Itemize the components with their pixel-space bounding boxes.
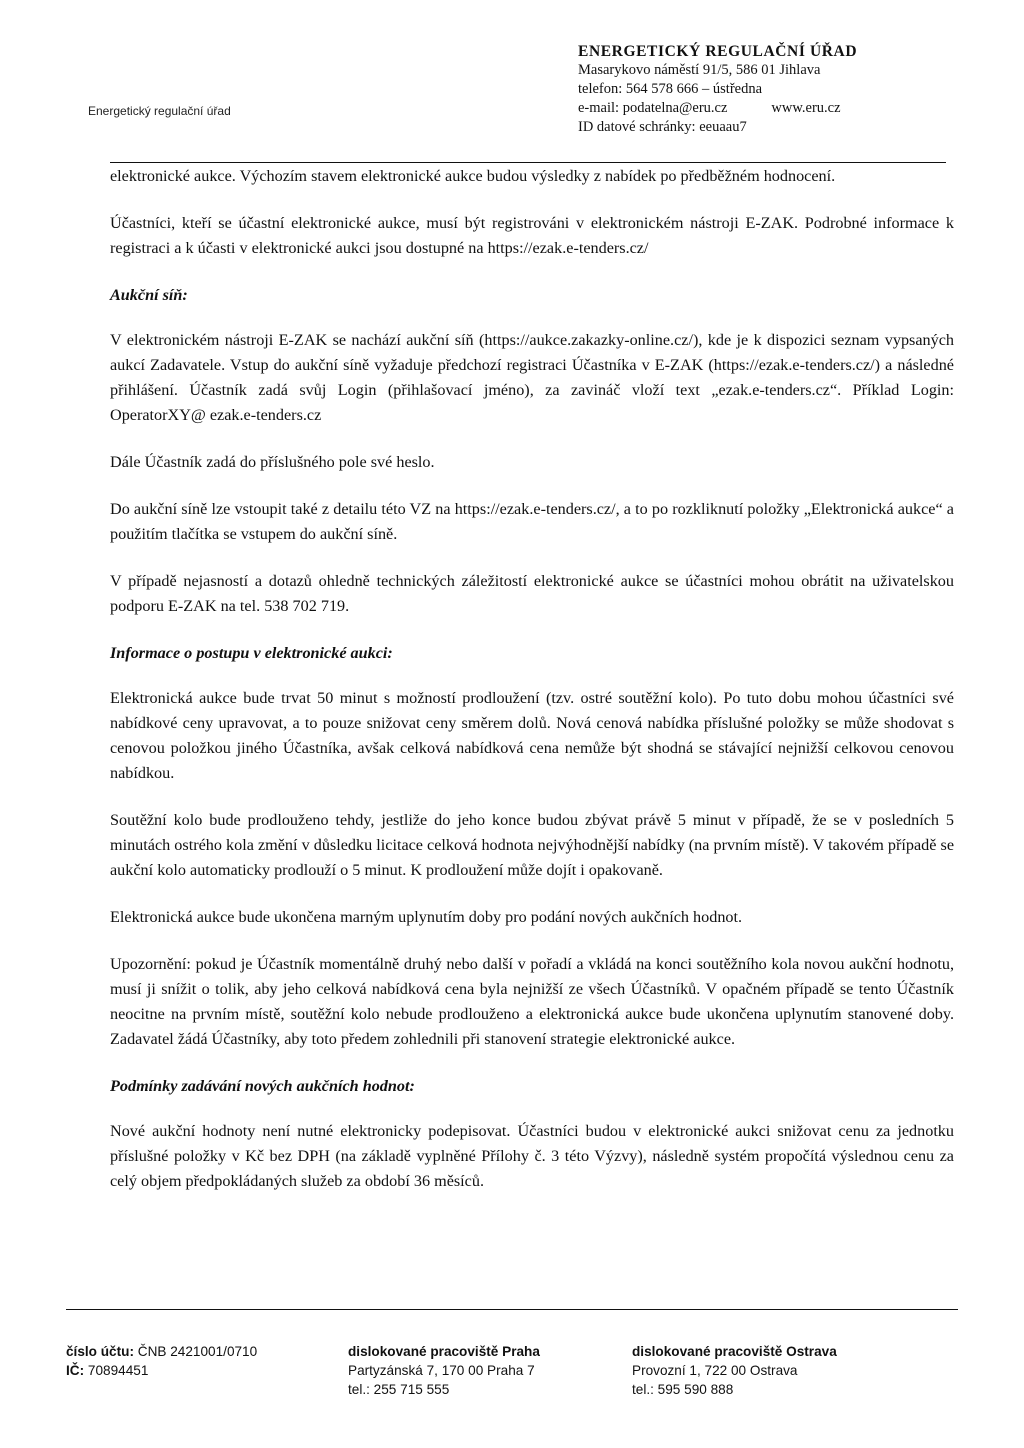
heading-auction-procedure: Informace o postupu v elektronické aukci: — [110, 644, 393, 662]
footer-divider — [66, 1309, 958, 1310]
paragraph-initial-state: elektronické aukce. Výchozím stavem elektronické aukce budou výsledky z nabídek po předběžném hodnocení. — [110, 167, 836, 185]
header-divider — [110, 162, 946, 163]
footer-prague-column — [348, 1342, 540, 1399]
footer-prague-title: dislokované pracoviště Praha — [348, 1344, 540, 1359]
org-address: Masarykovo náměstí 91/5, 586 01 Jihlava — [578, 62, 821, 78]
footer-ic-line — [66, 1361, 257, 1380]
footer-prague-address: Partyzánská 7, 170 00 Praha 7 — [348, 1363, 535, 1378]
footer-prague-phone: tel.: 255 715 555 — [348, 1382, 450, 1397]
footer-ostrava-column — [632, 1342, 837, 1399]
letterhead — [578, 42, 857, 137]
paragraph-warning: Upozornění: pokud je Účastník momentálně druhý nebo další v pořadí a vkládá na konci soutěžního kola novou aukční hodnotu, musí ji snížit o tolik, aby jeho celková nabídková cena byla nejnižší ze všech Účastníků. V opačném případě se tento Účastník neocitne na prvním místě, soutěžní kolo nebude prodlouženo a elektronická aukce bude ukončena uplynutím stanovené doby. Zadavatel žádá Účastníky, aby toto předem zohlednili při stanovení strategie elektronické aukce. — [110, 955, 954, 1048]
heading-bid-conditions: Podmínky zadávání nových aukčních hodnot: — [110, 1077, 415, 1095]
org-website[interactable]: www.eru.cz — [771, 100, 841, 116]
paragraph-auction-end: Elektronická aukce bude ukončena marným uplynutím doby pro podání nových aukčních hodnot. — [110, 908, 743, 926]
footer-bank-column — [66, 1342, 257, 1380]
paragraph-registration: Účastníci, kteří se účastní elektronické aukce, musí být registrováni v elektronickém nástroji E-ZAK. Podrobné informace k registraci a k účasti v elektronické aukci jsou dostupné na https://ezak.e-tenders.cz/ — [110, 214, 954, 257]
footer-account-value: ČNB 2421001/0710 — [137, 1344, 258, 1359]
paragraph-auction-duration: Elektronická aukce bude trvat 50 minut s možností prodloužení (tzv. ostré soutěžní kolo). Po tuto dobu mohou účastníci své nabídkové ceny upravovat, a to pouze snižovat ceny směrem dolů. Nová cenová nabídka příslušné položky se může shodovat s cenovou položkou jiného Účastníka, avšak celková nabídková cena nemůže být shodná se stávající nejnižší celkovou cenovou nabídkou. — [110, 689, 954, 782]
org-name: ENERGETICKÝ REGULAČNÍ ÚŘAD — [578, 43, 858, 60]
document-body — [110, 164, 954, 1216]
org-contact-line — [578, 99, 857, 118]
footer-ic-label: IČ: — [66, 1363, 85, 1378]
footer-ic-value: 70894451 — [87, 1363, 149, 1378]
footer-account-line — [66, 1342, 257, 1361]
paragraph-support: V případě nejasností a dotazů ohledně technických záležitostí elektronické aukce se účastníci mohou obrátit na uživatelskou podporu E-ZAK na tel. 538 702 719. — [110, 572, 954, 615]
footer-ostrava-address: Provozní 1, 722 00 Ostrava — [632, 1363, 798, 1378]
paragraph-password: Dále Účastník zadá do příslušného pole své heslo. — [110, 453, 435, 471]
org-databox-id: ID datové schránky: eeuaau7 — [578, 119, 747, 135]
paragraph-entry-from-detail: Do aukční síně lze vstoupit také z detailu této VZ na https://ezak.e-tenders.cz/, a to po rozkliknutí položky „Elektronická aukce“ a použitím tlačítka se vstupem do aukční síně. — [110, 500, 954, 543]
footer-account-label: číslo účtu: — [66, 1344, 134, 1359]
org-email[interactable]: e-mail: podatelna@eru.cz — [578, 100, 728, 116]
org-phone: telefon: 564 578 666 – ústředna — [578, 81, 763, 97]
footer-ostrava-phone: tel.: 595 590 888 — [632, 1382, 734, 1397]
paragraph-bid-conditions: Nové aukční hodnoty není nutné elektronicky podepisovat. Účastníci budou v elektronické aukci snižovat cenu za jednotku příslušné položky v Kč bez DPH (na základě vyplněné Přílohy č. 3 této Výzvy), následně systém propočítá výslednou cenu za celý objem předpokládaných služeb za období 36 měsíců. — [110, 1122, 954, 1190]
footer-ostrava-title: dislokované pracoviště Ostrava — [632, 1344, 837, 1359]
heading-auction-hall: Aukční síň: — [110, 286, 188, 304]
header-office-label: Energetický regulační úřad — [88, 104, 231, 118]
paragraph-round-extension: Soutěžní kolo bude prodlouženo tehdy, jestliže do jeho konce budou zbývat právě 5 minut v případě, že se v posledních 5 minutách ostrého kola změní v důsledku licitace celková hodnota nejvýhodnější nabídky (na prvním místě). V takovém případě se aukční kolo automaticky prodlouží o 5 minut. K prodloužení může dojít i opakovaně. — [110, 811, 954, 879]
paragraph-auction-hall: V elektronickém nástroji E-ZAK se nachází aukční síň (https://aukce.zakazky-online.cz/), kde je k dispozici seznam vypsaných aukcí Zadavatele. Vstup do aukční síně vyžaduje předchozí registraci Účastníka v E-ZAK (https://ezak.e-tenders.cz/) a následné přihlášení. Účastník zadá svůj Login (přihlašovací jméno), za zavináč vloží text „ezak.e-tenders.cz“. Příklad Login: OperatorXY@ ezak.e-tenders.cz — [110, 331, 954, 424]
